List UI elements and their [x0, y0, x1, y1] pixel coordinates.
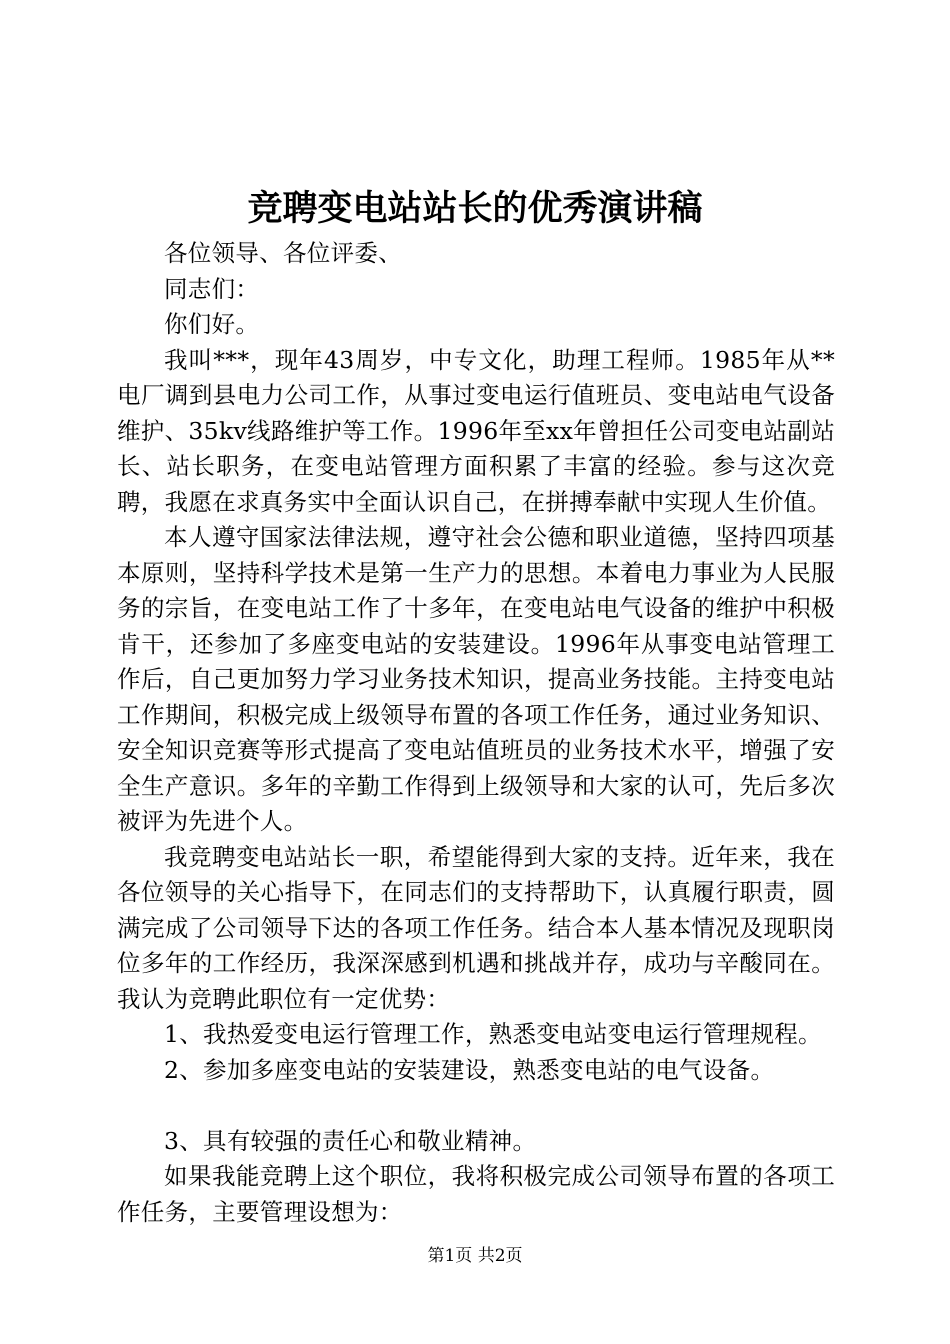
- paragraph-introduction: 我叫***，现年43周岁，中专文化，助理工程师。1985年从**电厂调到县电力公司工作，从事过变电运行值班员、变电站电气设备维护、35kv线路维护等工作。1996年至xx年曾担任公司变电站副站长、站长职务，在变电站管理方面积累了丰富的经验。参与这次竞聘，我愿在求真务实中全面认识自己，在拼搏奉献中实现人生价值。: [117, 345, 835, 516]
- paragraph-salutation-1: 各位领导、各位评委、: [164, 239, 402, 267]
- paragraph-greeting: 你们好。: [164, 310, 260, 338]
- list-item-3: 3、具有较强的责任心和敬业精神。: [164, 1126, 537, 1155]
- paragraph-salutation-2: 同志们：: [164, 274, 260, 303]
- list-item-1: 1、我热爱变电运行管理工作，熟悉变电站变电运行管理规程。: [164, 1020, 822, 1048]
- document-body: [117, 236, 835, 1230]
- paragraph-plans: 如果我能竞聘上这个职位，我将积极完成公司领导布置的各项工作任务，主要管理设想为：: [117, 1162, 835, 1226]
- document-title: 竞聘变电站站长的优秀演讲稿: [247, 188, 703, 229]
- list-item-2: 2、参加多座变电站的安装建设，熟悉变电站的电气设备。: [164, 1055, 775, 1084]
- page-footer: 第1页 共2页: [427, 1246, 523, 1266]
- paragraph-advantages: 我竞聘变电站站长一职，希望能得到大家的支持。近年来，我在各位领导的关心指导下，在同志们的支持帮助下，认真履行职责，圆满完成了公司领导下达的各项工作任务。结合本人基本情况及现职岗位多年的工作经历，我深深感到机遇和挑战并存，成功与辛酸同在。我认为竞聘此职位有一定优势：: [117, 842, 835, 1013]
- paragraph-conduct: 本人遵守国家法律法规，遵守社会公德和职业道德，坚持四项基本原则，坚持科学技术是第一生产力的思想。本着电力事业为人民服务的宗旨，在变电站工作了十多年，在变电站电气设备的维护中积极肯干，还参加了多座变电站的安装建设。1996年从事变电站管理工作后，自己更加努力学习业务技术知识，提高业务技能。主持变电站工作期间，积极完成上级领导布置的各项工作任务，通过业务知识、安全知识竞赛等形式提高了变电站值班员的业务技术水平，增强了安全生产意识。多年的辛勤工作得到上级领导和大家的认可，先后多次被评为先进个人。: [117, 523, 835, 835]
